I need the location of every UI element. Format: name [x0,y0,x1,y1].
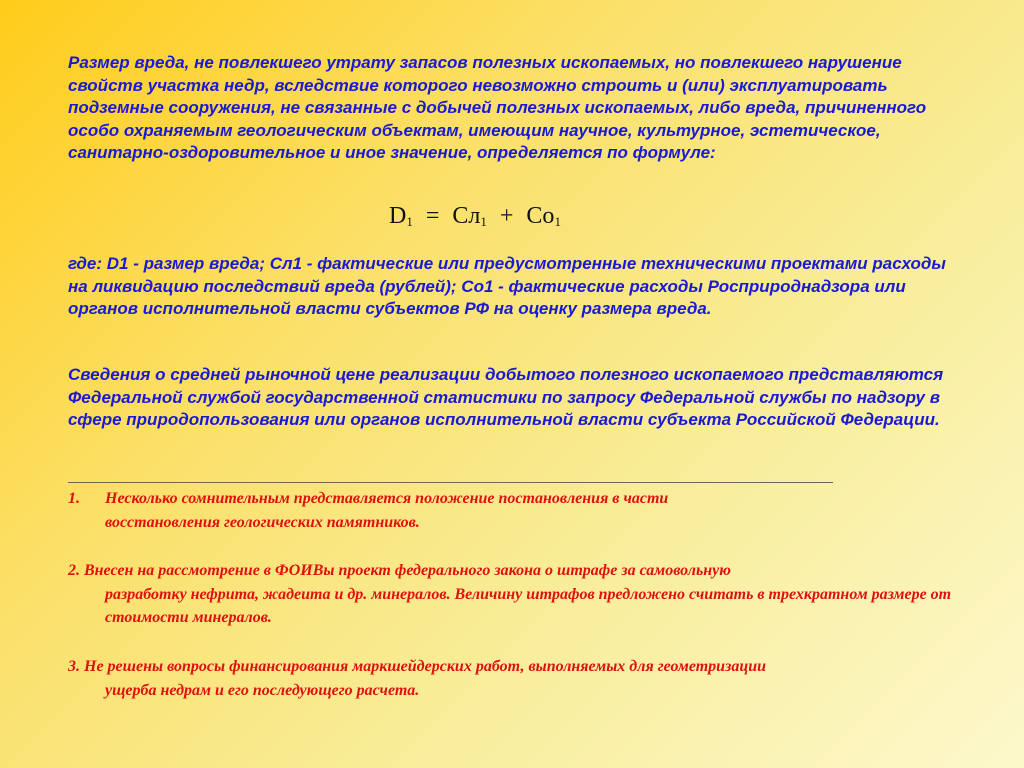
footnote-2-first-line: 2. Внесен на рассмотрение в ФОИВы проект федерального закона о штрафе за самовольную [68,562,731,579]
formula-lhs: D [389,203,407,229]
formula-term2: Со [526,203,555,229]
footnote-1 [68,487,968,534]
info-paragraph: Сведения о средней рыночной цене реализации добытого полезного ископаемого представляются Федеральной службой государственной статистики по запросу Федеральной службы по надзору в сфере природопользования или органов исполнительной власти субъекта Российской Федерации. [68,365,944,429]
footnote-1-number: 1. [68,490,80,507]
footnote-2-continuation: разработку нефрита, жадеита и др. минералов. Величину штрафов предложено считать в трехкратном размере от стоимости минералов. [105,585,952,626]
formula-plus: + [499,203,514,229]
formula-term2-subscript: 1 [554,214,561,229]
formula-term1-subscript: 1 [480,214,487,229]
footnote-3-continuation: ущерба недрам и его последующего расчета. [105,681,420,699]
intro-paragraph: Размер вреда, не повлекшего утрату запасов полезных ископаемых, но повлекшего нарушение свойств участка недр, вследствие которого невозможно строить и (или) эксплуатировать подземные сооружения, не связанные с добычей полезных ископаемых, либо вреда, причиненного особо охраняемым геологическим объектам, имеющим научное, культурное, эстетическое, санитарно-оздоровительное и иное значение, определяется по формуле: [68,53,927,162]
formula-lhs-subscript: 1 [406,214,413,229]
footnote-separator [68,482,833,483]
footnote-3 [68,655,968,702]
formula-term1: Сл [452,203,481,229]
where-paragraph: где: D1 - размер вреда; Сл1 - фактические или предусмотренные техническими проектами расходы на ликвидацию последствий вреда (рублей); Со1 - фактические расходы Росприроднадзора или органов исполнительной власти субъектов РФ на оценку размера вреда. [68,254,946,318]
footnote-3-first-line: 3. Не решены вопросы финансирования маркшейдерских работ, выполняемых для геометризации [68,658,767,675]
footnote-1-continuation: восстановления геологических памятников. [105,513,420,531]
footnote-2 [68,559,968,630]
footnote-1-first-line: Несколько сомнительным представляется положение постановления в части [105,490,669,507]
formula-equals: = [425,203,440,229]
damage-formula [389,203,561,230]
